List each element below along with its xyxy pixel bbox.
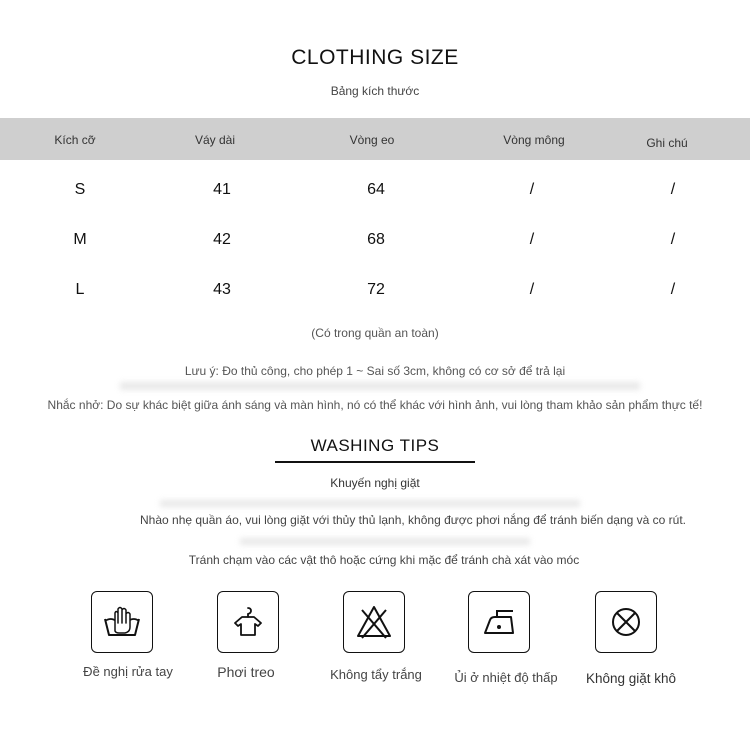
header-size: Kích cỡ <box>54 133 96 147</box>
reminder-note: Nhắc nhở: Do sự khác biệt giữa ánh sáng và màn hình, nó có thể khác với hình ảnh, vui lòng tham khảo sản phẩm thực tế! <box>47 398 703 412</box>
header-note: Ghi chú <box>646 136 688 150</box>
cell-size: S <box>74 181 86 198</box>
measure-note: Lưu ý: Đo thủ công, cho phép 1 ~ Sai số 3cm, không có cơ sở để trả lại <box>184 364 566 378</box>
blurred-text-strip <box>160 500 580 507</box>
title-underline <box>275 461 475 463</box>
cell-size: L <box>75 281 85 298</box>
hang-dry-icon <box>217 591 279 653</box>
low-iron-label: Ủi ở nhiệt độ thấp <box>454 670 558 685</box>
page-subtitle: Bảng kích thước <box>330 84 420 98</box>
blurred-text-strip <box>240 538 530 545</box>
no-dry-clean-label: Không giặt khô <box>585 671 677 686</box>
cell-length: 43 <box>213 281 231 298</box>
cell-length: 42 <box>213 231 231 248</box>
hang-dry-label: Phơi treo <box>217 664 275 680</box>
page-title: CLOTHING SIZE <box>291 46 459 69</box>
cell-size: M <box>73 231 87 248</box>
header-hip: Vòng mông <box>503 133 565 147</box>
no-dry-clean-icon <box>595 591 657 653</box>
blurred-text-strip <box>120 382 640 390</box>
washing-subtitle: Khuyến nghị giặt <box>330 476 420 490</box>
header-waist: Vòng eo <box>349 133 395 147</box>
safety-note: (Có trong quần an toàn) <box>311 326 439 340</box>
washing-title: WASHING TIPS <box>310 436 440 455</box>
cell-hip: / <box>529 281 535 298</box>
cell-note: / <box>670 231 676 248</box>
cell-note: / <box>670 281 676 298</box>
hand-wash-label: Đề nghị rửa tay <box>83 664 173 679</box>
no-bleach-label: Không tẩy trắng <box>330 667 422 682</box>
low-iron-icon <box>468 591 530 653</box>
cell-waist: 64 <box>367 181 385 198</box>
no-bleach-icon <box>343 591 405 653</box>
cell-note: / <box>670 181 676 198</box>
header-length: Váy dài <box>194 133 236 147</box>
washing-tip-1: Nhào nhẹ quần áo, vui lòng giặt với thủy thủ lạnh, không được phơi nắng để tránh biến dạng và co rút. <box>140 513 687 527</box>
washing-tip-2: Tránh chạm vào các vật thô hoặc cứng khi mặc để tránh chà xát vào móc <box>188 553 580 567</box>
cell-hip: / <box>529 181 535 198</box>
cell-hip: / <box>529 231 535 248</box>
cell-waist: 68 <box>367 231 385 248</box>
cell-waist: 72 <box>367 281 385 298</box>
hand-wash-icon <box>91 591 153 653</box>
cell-length: 41 <box>213 181 231 198</box>
